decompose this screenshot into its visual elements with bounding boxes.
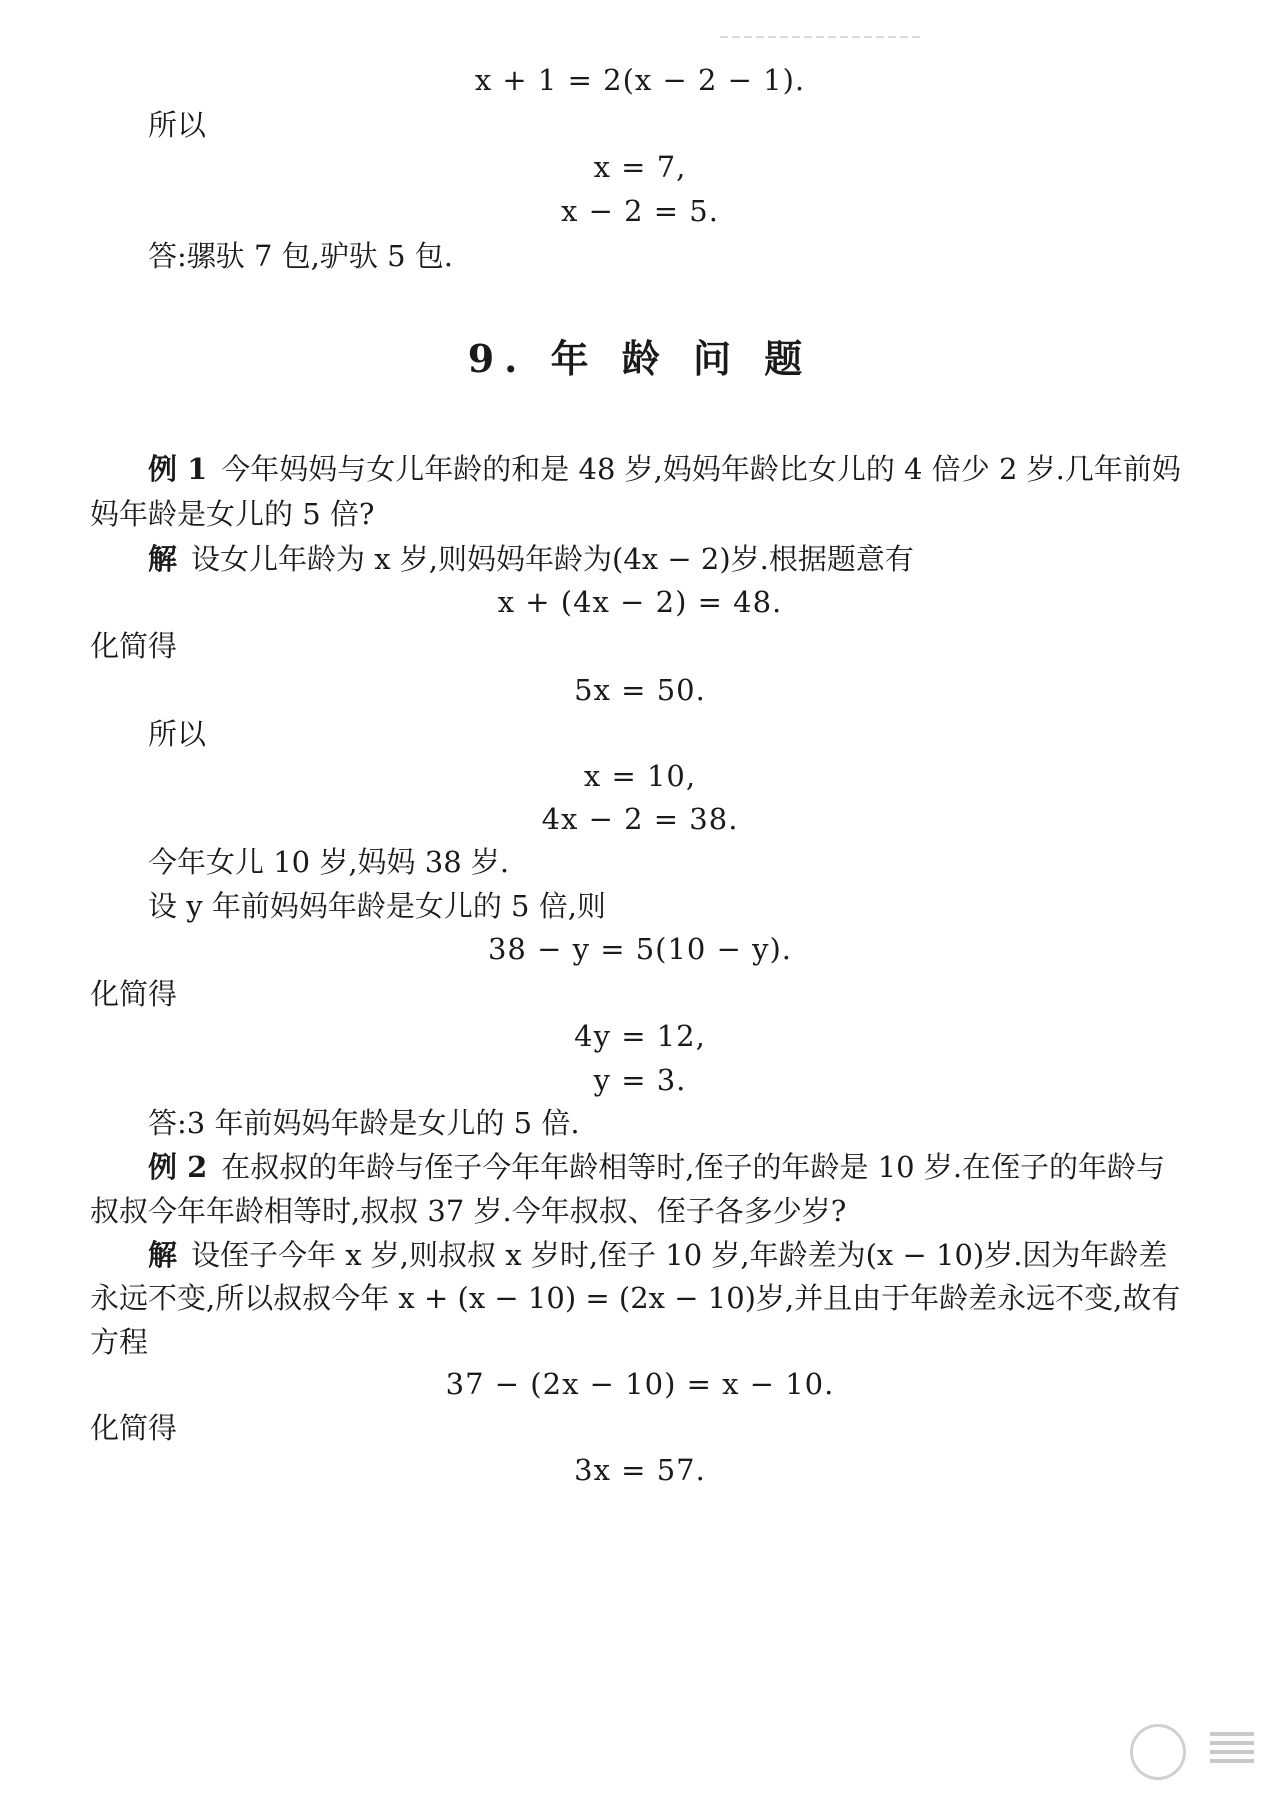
text-line: 今年女儿 10 岁,妈妈 38 岁. (148, 845, 510, 879)
question-text: 在叔叔的年龄与侄子今年年龄相等时,侄子的年龄是 10 岁.在侄子的年龄与 (221, 1150, 1166, 1184)
equation-line: x + (4x − 2) = 48. (497, 585, 783, 619)
solution-line (148, 1238, 1168, 1272)
solution-label: 解 (148, 1238, 178, 1272)
example-label: 例 2 (148, 1150, 208, 1184)
equation-line: x − 2 = 5. (561, 194, 719, 228)
example-2-question-line: 叔叔今年年龄相等时,叔叔 37 岁.今年叔叔、侄子各多少岁? (90, 1194, 847, 1228)
equation-line: 4x − 2 = 38. (541, 802, 739, 836)
equation-line: x + 1 = 2(x − 2 − 1). (474, 63, 806, 97)
example-1-question-line: 妈年龄是女儿的 5 倍? (90, 497, 375, 531)
example-2-question-line (148, 1150, 1166, 1184)
equation-line: 37 − (2x − 10) = x − 10. (445, 1367, 835, 1401)
solution-label: 解 (148, 542, 178, 576)
solution-line: 方程 (90, 1325, 149, 1359)
watermark-ring-icon (1130, 1724, 1186, 1780)
watermark-bars-icon (1210, 1732, 1254, 1766)
equation-line: 38 − y = 5(10 − y). (487, 932, 793, 966)
text-line: 化简得 (90, 1411, 178, 1445)
equation-line: x = 10, (583, 759, 697, 793)
equation-line: 4y = 12, (574, 1019, 706, 1053)
equation-line: x = 7, (593, 150, 687, 184)
section-title: 9. 年 龄 问 题 (467, 336, 813, 381)
equation-line: 5x = 50. (574, 673, 706, 707)
example-label: 例 1 (148, 452, 208, 486)
question-text: 今年妈妈与女儿年龄的和是 48 岁,妈妈年龄比女儿的 4 倍少 2 岁.几年前妈 (221, 452, 1181, 486)
equation-line: 3x = 57. (574, 1453, 706, 1487)
text-line: 化简得 (90, 629, 178, 663)
solution-line (148, 542, 914, 576)
solution-line: 永远不变,所以叔叔今年 x + (x − 10) = (2x − 10)岁,并且由于年龄差永远不变,故有 (90, 1281, 1181, 1315)
text-line: 化简得 (90, 977, 178, 1011)
text-line: 设 y 年前妈妈年龄是女儿的 5 倍,则 (148, 889, 606, 923)
solution-text: 设女儿年龄为 x 岁,则妈妈年龄为(4x − 2)岁.根据题意有 (191, 542, 914, 576)
text-line: 所以 (148, 717, 207, 751)
answer-line: 答:3 年前妈妈年龄是女儿的 5 倍. (148, 1106, 580, 1140)
scan-mark (720, 36, 920, 38)
solution-text: 设侄子今年 x 岁,则叔叔 x 岁时,侄子 10 岁,年龄差为(x − 10)岁.因为年龄差 (191, 1238, 1168, 1272)
equation-line: y = 3. (593, 1063, 687, 1097)
example-1-question-line (148, 452, 1181, 486)
answer-line: 答:骡驮 7 包,驴驮 5 包. (148, 239, 453, 273)
scan-watermark (1040, 1724, 1260, 1780)
text-line: 所以 (148, 108, 207, 142)
